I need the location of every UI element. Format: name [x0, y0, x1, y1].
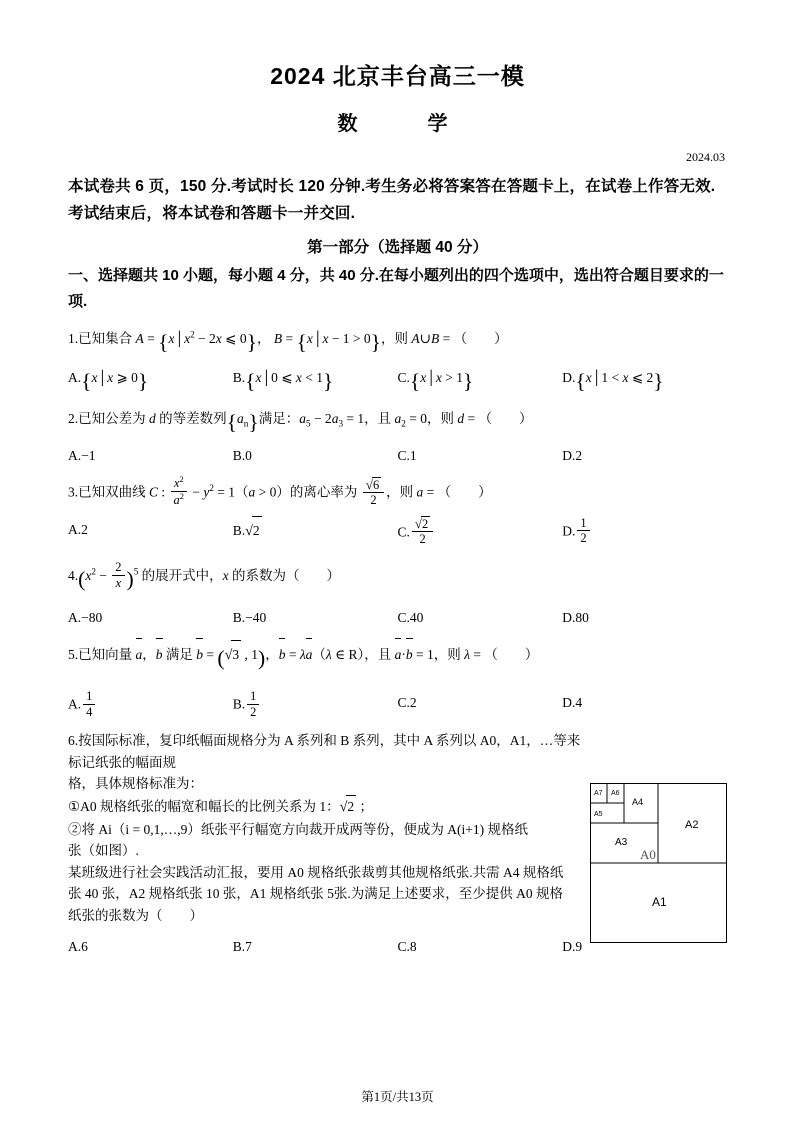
figure-label-a7: A7 — [594, 790, 603, 797]
page-title: 2024 北京丰台高三一模 — [270, 63, 525, 89]
question-5-option-b[interactable]: B. $\frac{1}{2}$ — [233, 689, 398, 719]
question-6 — [68, 730, 588, 926]
page-footer: 第1页/共13页 — [361, 1090, 434, 1104]
question-3-option-b[interactable]: B.√2 — [233, 516, 398, 547]
question-3: 3.已知双曲线 C : $\frac{x^2}{a^2}$ − $y^2 = 1(a > 0)$的离心率为 $\frac{√6}{2}$ ，则 a = （ ） — [68, 474, 492, 507]
question-6-line-6: 某班级进行社会实践活动汇报，要用 A0 规格纸张裁剪其他规格纸张.共需 A4 规格纸 — [68, 864, 564, 880]
figure-label-a5: A5 — [594, 811, 603, 818]
question-2-number: 2. — [68, 410, 79, 426]
question-6-line-7: 张 40 张，A2 规格纸张 10 张，A1 规格纸张 5张.为满足上述要求，至少提供 A0 规格 — [68, 886, 563, 902]
question-6-option-a[interactable]: A.6 — [68, 938, 88, 954]
question-4-number: 4. — [68, 567, 79, 583]
question-6-line-1-text: 按国际标准，复印纸幅面规格分为 A 系列和 B 系列，其中 A 系列以 A0，A1，…等来标记纸张的幅面规 — [68, 733, 581, 770]
question-6-line-5: 张（如图）. — [68, 843, 139, 859]
figure-label-a2: A2 — [685, 819, 699, 831]
question-2: 2.已知公差为 d 的等差数列$\{a_n\}$满足：$a_5 - 2a_3 = 1$，且 $a_2 = 0$，则 d = （ ） — [68, 409, 533, 434]
question-4: $4.(x^2$ − $\frac{2}{x}$ )$^5$ 的展开式中，x 的系数为（ ） — [68, 560, 341, 591]
question-1-number: 1. — [68, 331, 79, 347]
question-5-number: 5. — [68, 647, 79, 663]
question-1-prefix: 已知集合 — [78, 331, 133, 347]
question-4-option-c[interactable]: C.40 — [397, 610, 424, 626]
question-4-option-a[interactable]: A.−80 — [68, 610, 103, 626]
question-2-option-b[interactable]: B.0 — [232, 448, 252, 464]
question-4-option-b[interactable]: B.−40 — [232, 610, 267, 626]
question-5-option-a[interactable]: A. $\frac{1}{4}$ — [68, 689, 233, 719]
question-4-options — [68, 610, 727, 626]
question-6-option-c[interactable]: C.8 — [397, 938, 417, 954]
question-6-line-4: ②将 Ai（i = 0,1,…,9）纸张平行幅宽方向裁开成两等份，便成为 A(i+1) 规格纸 — [68, 821, 528, 837]
question-6-line-8: 纸张的张数为（ ） — [68, 907, 203, 923]
question-2-option-c[interactable]: C.1 — [397, 448, 417, 464]
question-6-option-b[interactable]: B.7 — [232, 938, 252, 954]
question-1-options — [68, 369, 727, 394]
exam-notice — [68, 173, 727, 227]
question-5-options — [68, 689, 727, 719]
exam-notice-line-1: 本试卷共 6 页，150 分.考试时长 120 分钟.考生务必将答案答在答题卡上，在试卷上作答无效. — [68, 178, 716, 195]
exam-date: 2024.03 — [686, 150, 725, 164]
question-2-option-a[interactable]: A.−1 — [68, 448, 96, 464]
question-3-option-c[interactable]: C. $\frac{√2}{2}$ — [398, 516, 563, 547]
question-3-option-d[interactable]: D. $\frac{1}{2}$ — [562, 516, 727, 547]
subject-title: 数 学 — [337, 113, 458, 135]
exam-notice-line-2: 考试结束后，将本试卷和答题卡一并交回. — [68, 205, 356, 223]
question-1-option-b[interactable]: B.{x│0 ⩽ x < 1} — [232, 368, 334, 393]
question-2-options — [68, 448, 727, 464]
question-3-options — [68, 516, 727, 547]
question-1-option-d[interactable]: D.{x│1 < x ⩽ 2} — [562, 368, 664, 393]
part-heading: 第一部分（选择题 40 分） — [307, 239, 488, 257]
paper-size-figure — [590, 783, 727, 943]
question-4-option-d[interactable]: D.80 — [562, 610, 589, 626]
figure-label-a0: A0 — [640, 847, 656, 862]
question-6-line-3: ①A0 规格纸张的幅宽和幅长的比例关系为 1：√2 ； — [68, 795, 588, 819]
question-6-number: 6. — [68, 733, 79, 749]
question-1-math: $A = \{x│x^2 - 2x$ ⩽ 0}， B = {x│x − 1 > 0}，则 A∪B = （ ） — [135, 329, 508, 355]
question-3-number: 3. — [68, 485, 79, 501]
question-5-option-c[interactable]: C.2 — [397, 695, 417, 711]
section-intro: 一、选择题共 10 小题，每小题 4 分，共 40 分.在每小题列出的四个选项中，选出符合题目要求的一项. — [68, 267, 724, 310]
figure-label-a3: A3 — [615, 837, 628, 848]
question-6-line-1 — [68, 730, 588, 773]
figure-label-a4: A4 — [632, 797, 644, 807]
question-3-option-a[interactable]: A.2 — [68, 522, 88, 538]
question-5: 5.已知向量 a，b 满足 b = (√3 , 1)，b = λa（λ ∈ R），且 a·b = 1，则 λ = （ ） — [68, 637, 727, 680]
question-6-line-2: 格，具体规格标准为： — [68, 776, 203, 792]
question-2-option-d[interactable]: D.2 — [562, 448, 583, 464]
question-5-option-d[interactable]: D.4 — [562, 695, 583, 711]
question-1-option-a[interactable]: A.{x│x ⩾ 0} — [68, 368, 149, 393]
figure-label-a6: A6 — [611, 790, 620, 797]
question-6-option-d[interactable]: D.9 — [562, 938, 583, 954]
question-1 — [68, 325, 727, 360]
question-1-option-c[interactable]: C.{x│x > 1} — [397, 368, 474, 393]
figure-label-a1: A1 — [652, 895, 667, 909]
